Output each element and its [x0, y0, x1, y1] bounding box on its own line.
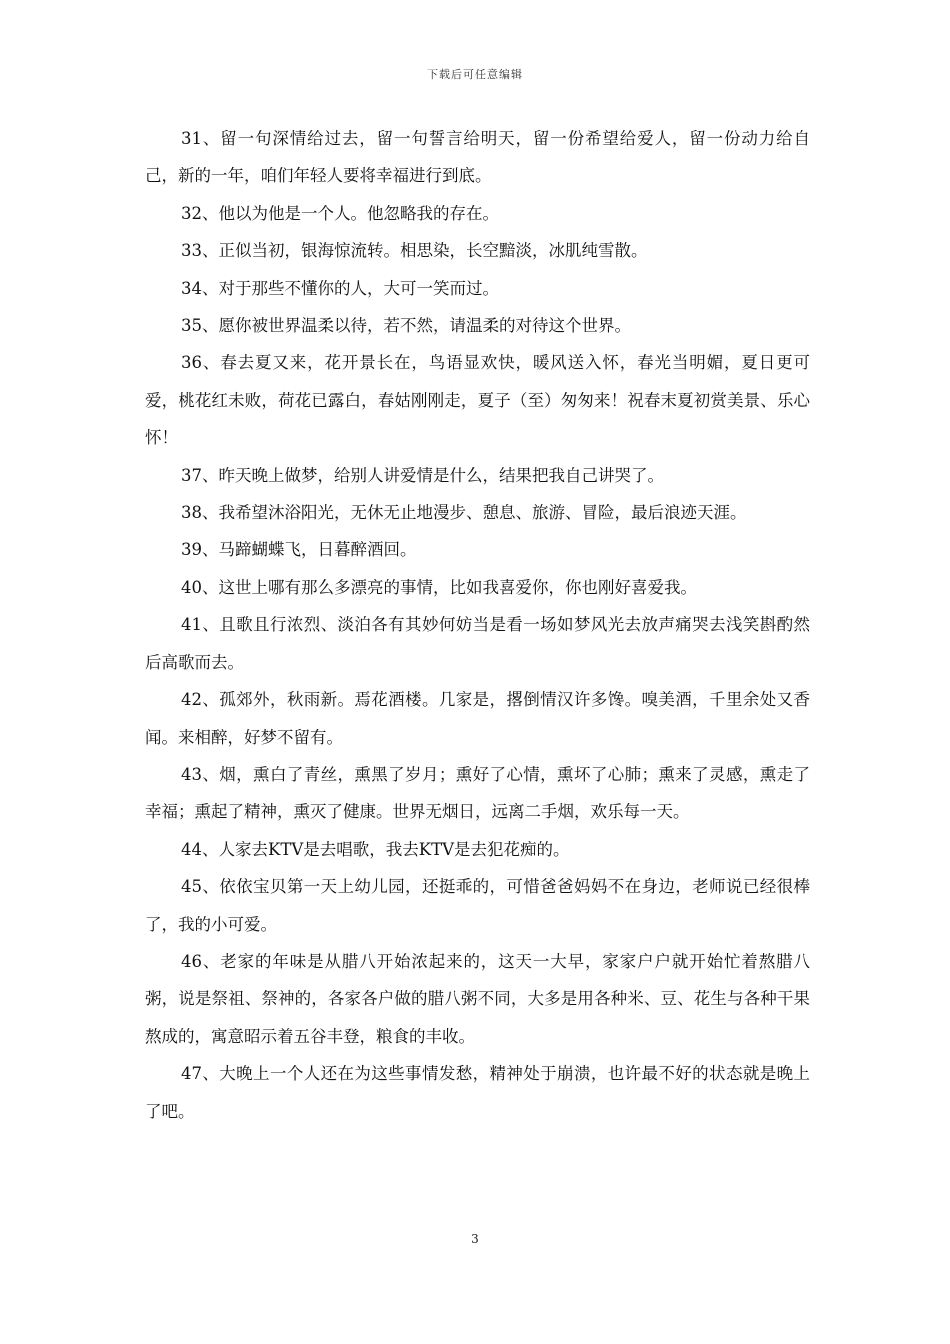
paragraph-42: 42、孤郊外，秋雨新。焉花酒楼。几家是，撂倒情汉许多馋。嗅美酒，千里余处又香闻。来相醉，好梦不留有。: [145, 690, 810, 747]
paragraph-41: 41、且歌且行浓烈、淡泊各有其妙何妨当是看一场如梦风光去放声痛哭去浅笑斟酌然后高歌而去。: [145, 615, 810, 672]
paragraph-44: 44、人家去KTV是去唱歌，我去KTV是去犯花痴的。: [181, 839, 570, 859]
paragraph-31: 31、留一句深情给过去，留一句誓言给明天，留一份希望给爱人，留一份动力给自己，新的一年，咱们年轻人要将幸福进行到底。: [145, 129, 810, 186]
paragraph-34: 34、对于那些不懂你的人，大可一笑而过。: [181, 278, 499, 298]
paragraph-45: 45、依依宝贝第一天上幼儿园，还挺乖的，可惜爸爸妈妈不在身边，老师说已经很棒了，我的小可爱。: [145, 877, 810, 934]
paragraph-43: 43、烟，熏白了青丝，熏黑了岁月；熏好了心情，熏坏了心肺；熏来了灵感，熏走了幸福；熏起了精神，熏灭了健康。世界无烟日，远离二手烟，欢乐每一天。: [145, 764, 810, 822]
paragraph-32: 32、他以为他是一个人。他忽略我的存在。: [181, 203, 499, 223]
paragraph-38: 38、我希望沐浴阳光，无休无止地漫步、憩息、旅游、冒险，最后浪迹天涯。: [181, 503, 747, 523]
paragraph-33: 33、正似当初，银海惊流转。相思染，长空黯淡，冰肌纯雪散。: [181, 241, 648, 261]
document-body: [145, 120, 810, 1130]
paragraph-46: 46、老家的年味是从腊八开始浓起来的，这天一大早，家家户户就开始忙着熬腊八粥，说是祭祖、祭神的，各家各户做的腊八粥不同，大多是用各种米、豆、花生与各种干果熬成的，寓意昭示着五谷丰登，粮食的丰收。: [145, 951, 810, 1046]
paragraph-40: 40、这世上哪有那么多漂亮的事情，比如我喜爱你，你也刚好喜爱我。: [181, 577, 697, 597]
paragraph-39: 39、马蹄蝴蝶飞，日暮醉酒回。: [181, 540, 417, 560]
paragraph-35: 35、愿你被世界温柔以待，若不然，请温柔的对待这个世界。: [181, 316, 631, 336]
paragraph-47: 47、大晚上一个人还在为这些事情发愁，精神处于崩溃，也许最不好的状态就是晚上了吧。: [145, 1064, 810, 1121]
paragraph-36: 36、春去夏又来，花开景长在，鸟语显欢快，暖风送入怀，春光当明媚，夏日更可爱，桃花红未败，荷花已露白，春姑刚刚走，夏子（至）匆匆来！祝春末夏初赏美景、乐心怀！: [145, 353, 810, 448]
page-number: 3: [471, 1232, 479, 1246]
page-header: 下载后可任意编辑: [427, 68, 523, 81]
paragraph-37: 37、昨天晚上做梦，给别人讲爱情是什么，结果把我自己讲哭了。: [181, 465, 664, 485]
